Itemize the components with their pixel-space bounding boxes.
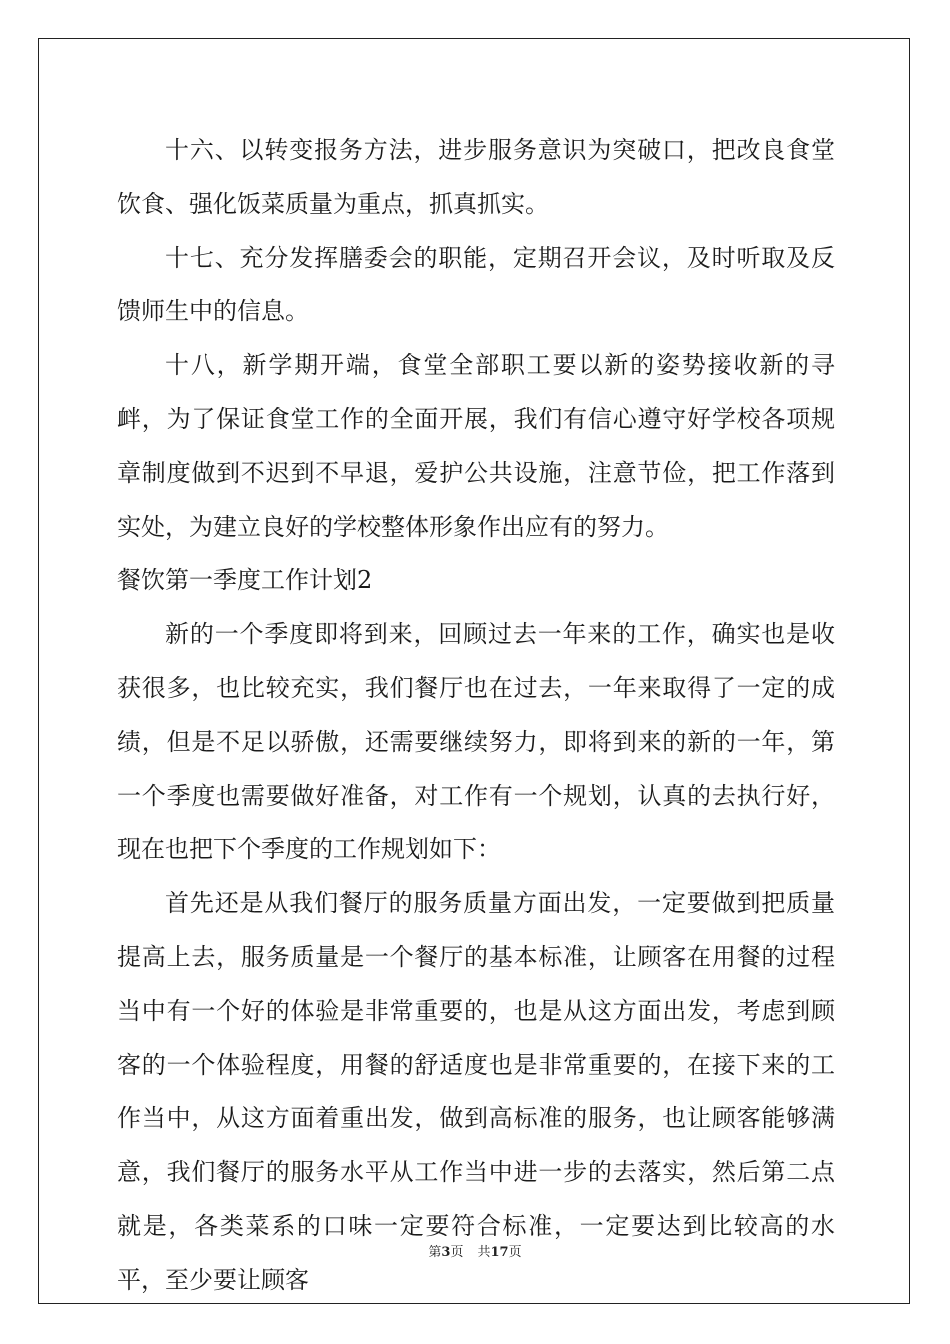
footer-total-suffix: 页 xyxy=(508,1245,522,1260)
footer-total-prefix: 共 xyxy=(477,1245,491,1260)
paragraph-16: 十六、以转变报务方法，进步服务意识为突破口，把改良食堂饮食、强化饭菜质量为重点，抓真抓实。 xyxy=(117,136,835,218)
section-heading: 餐饮第一季度工作计划2 xyxy=(117,566,373,595)
paragraph-service-quality: 首先还是从我们餐厅的服务质量方面出发，一定要做到把质量提高上去，服务质量是一个餐厅的基本标准，让顾客在用餐的过程当中有一个好的体验是非常重要的，也是从这方面出发，考虑到顾客的一个体验程度，用餐的舒适度也是非常重要的，在接下来的工作当中，从这方面着重出发，做到高标准的服务，也让顾客能够满意，我们餐厅的服务水平从工作当中进一步的去落实，然后第二点就是，各类菜系的口味一定要符合标准，一定要达到比较高的水平，至少要让顾客 xyxy=(117,889,835,1294)
paragraph-18: 十八，新学期开端，食堂全部职工要以新的姿势接收新的寻衅，为了保证食堂工作的全面开展，我们有信心遵守好学校各项规章制度做到不迟到不早退，爱护公共设施，注意节俭，把工作落到实处，为建立良好的学校整体形象作出应有的努力。 xyxy=(117,351,835,541)
document-body xyxy=(117,124,835,1308)
current-page-number: 3 xyxy=(441,1245,451,1260)
footer-page-suffix: 页 xyxy=(450,1245,464,1260)
page-footer xyxy=(0,1244,950,1262)
footer-prefix: 第 xyxy=(428,1245,442,1260)
total-pages-number: 17 xyxy=(490,1245,509,1260)
paragraph-intro: 新的一个季度即将到来，回顾过去一年来的工作，确实也是收获很多，也比较充实，我们餐厅也在过去，一年来取得了一定的成绩，但是不足以骄傲，还需要继续努力，即将到来的新的一年，第一个季度也需要做好准备，对工作有一个规划，认真的去执行好，现在也把下个季度的工作规划如下： xyxy=(117,620,835,864)
paragraph-17: 十七、充分发挥膳委会的职能，定期召开会议，及时听取及反馈师生中的信息。 xyxy=(117,243,835,326)
